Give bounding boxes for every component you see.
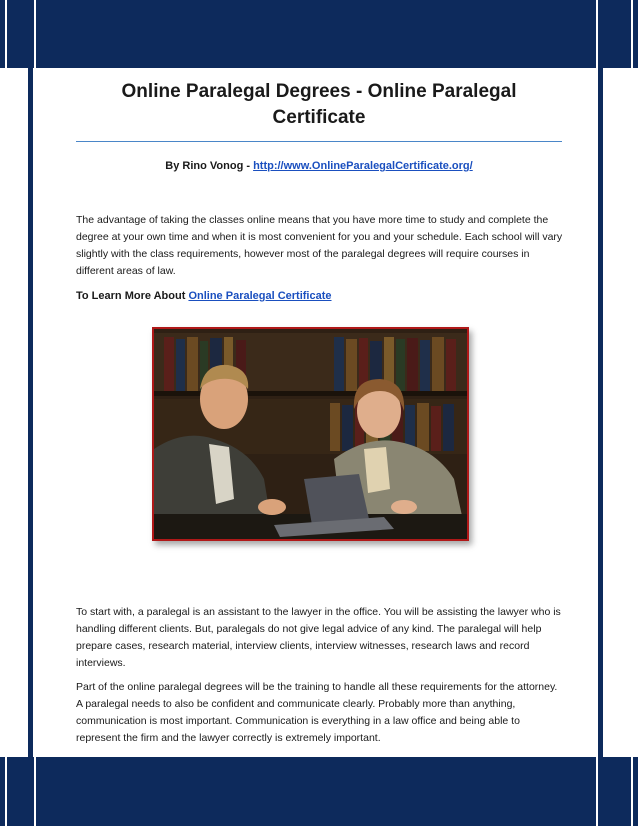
learn-more-link[interactable]: Online Paralegal Certificate [188,290,332,302]
left-frame-bar [28,0,33,826]
title-line: Online Paralegal Degrees - Online Paralegal [121,81,517,102]
top-frame-band [0,0,638,68]
paragraph: The advantage of taking the classes online means that you have more time to study and complete the degree at your own time and when it is most convenient for you and your schedule. Each school will vary slightly with the class requirements, however most of the paralegal degrees will require courses in different areas of law. [76,214,563,277]
byline-author: By Rino Vonog - [165,160,254,172]
title-line: Certificate [272,107,366,128]
right-frame-bar [598,0,603,826]
learn-more-label: To Learn More About [76,290,189,302]
title-rule [76,141,562,142]
photo-illustration [154,329,467,539]
lawyers-photo [152,327,469,541]
byline [76,160,562,172]
page-title [76,79,562,131]
frame-divider-line [596,0,598,826]
byline-link[interactable]: http://www.OnlineParalegalCertificate.org/ [253,160,473,172]
learn-more [76,290,332,302]
paragraph: To start with, a paralegal is an assistant to the lawyer in the office. You will be assisting the lawyer who is handling different clients. But, paralegals do not give legal advice of any kind. The paralegal will help prepare cases, research material, interview clients, interview witnesses, research laws and record interviews. [76,606,561,669]
frame-divider-line [5,0,7,826]
frame-divider-line [631,0,633,826]
bottom-frame-band [0,757,638,826]
paragraph: Part of the online paralegal degrees will be the training to handle all these requirements for the attorney. A paralegal needs to also be confident and communicate clearly. Probably more than anything, communication is most important. Communication is everything in a law office and being able to represent the firm and the lawyer correctly is extremely important. [76,681,558,744]
frame-divider-line [34,0,36,826]
